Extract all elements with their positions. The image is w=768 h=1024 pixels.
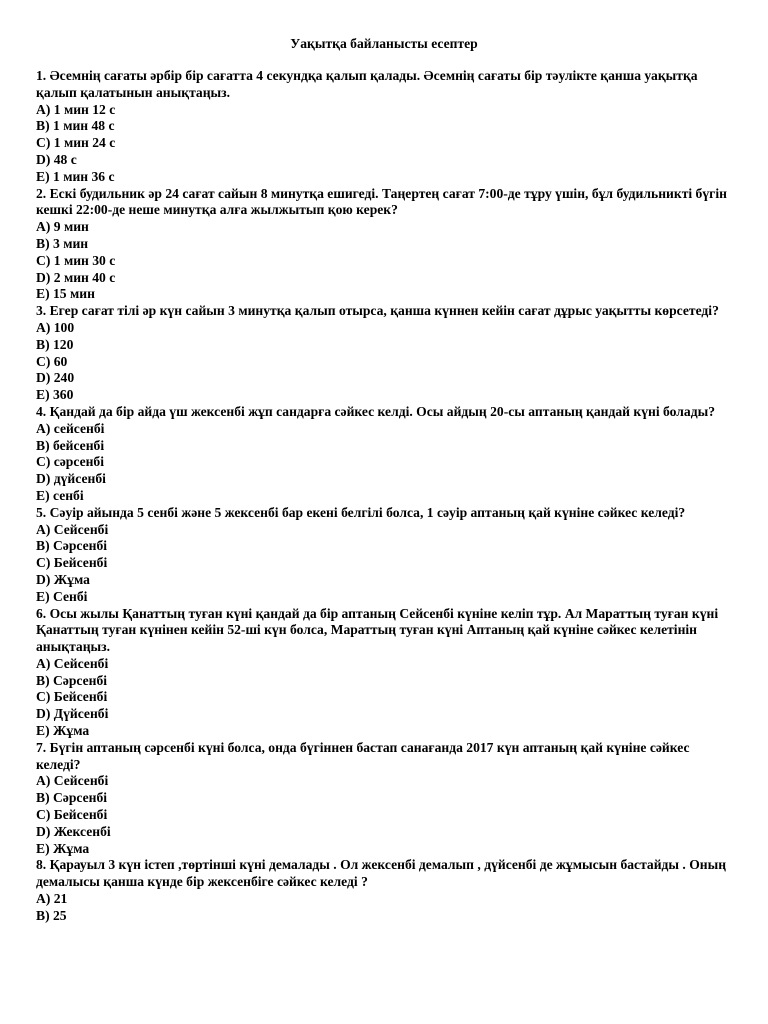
answer-option-a: А) Сейсенбі: [36, 655, 109, 671]
question-7: [36, 740, 736, 858]
answer-option-e: Е) сенбі: [36, 487, 84, 503]
answer-option-e: Е) 15 мин: [36, 286, 95, 302]
answer-option-e: Е) 1 мин 36 с: [36, 168, 115, 184]
question-6: [36, 606, 736, 740]
answer-option-c: С) Бейсенбі: [36, 555, 108, 571]
answer-option-b: В) Сәрсенбі: [36, 538, 108, 554]
answer-option-e: Е) Сенбі: [36, 588, 88, 604]
question-4: [36, 404, 736, 505]
answer-option-c: С) 1 мин 30 с: [36, 252, 116, 268]
answer-option-d: D) Жұма: [36, 571, 90, 587]
answer-option-e: Е) Жұма: [36, 723, 90, 739]
answer-option-a: А) сейсенбі: [36, 420, 105, 436]
answer-option-d: D) Дүйсенбі: [36, 706, 109, 722]
answer-option-b: В) 120: [36, 336, 74, 352]
answer-option-c: С) 60: [36, 353, 68, 369]
question-3: [36, 303, 736, 404]
answer-option-d: D) 240: [36, 370, 75, 386]
answer-option-a: А) Сейсенбі: [36, 521, 109, 537]
answer-option-a: А) 9 мин: [36, 219, 89, 235]
questions-list: [36, 68, 736, 925]
answer-option-a: А) 21: [36, 891, 68, 907]
answer-option-d: D) 2 мин 40 с: [36, 269, 116, 285]
answer-option-c: С) Бейсенбі: [36, 689, 108, 705]
answer-option-e: Е) Жұма: [36, 840, 90, 856]
document-title: Уақытқа байланысты есептер: [290, 36, 478, 51]
question-text: 2. Ескі будильник әр 24 сағат сайын 8 минутқа ешигеді. Таңертең сағат 7:00-де тұру үшін, бұл будильникті бүгін кешкі 22:00-де неше минутқа алға жылжытып қою керек?: [36, 185, 727, 218]
answer-option-a: А) 100: [36, 319, 75, 335]
answer-option-c: С) сәрсенбі: [36, 454, 105, 470]
question-text: 4. Қандай да бір айда үш жексенбі жұп сандарға сәйкес келді. Осы айдың 20-сы аптаның қандай күні болады?: [36, 403, 715, 419]
answer-option-b: В) 3 мин: [36, 235, 89, 251]
answer-option-d: D) дүйсенбі: [36, 471, 106, 487]
answer-option-b: В) 1 мин 48 с: [36, 118, 115, 134]
answer-option-c: С) 1 мин 24 с: [36, 135, 116, 151]
answer-option-b: В) Сәрсенбі: [36, 790, 108, 806]
answer-option-a: А) 1 мин 12 с: [36, 101, 116, 117]
question-text: 6. Осы жылы Қанаттың туған күні қандай да бір аптаның Сейсенбі күніне келіп тұр. Ал Мараттың туған күні Қанаттың туған күнінен кейін 52-ші күн болса, Мараттың туған күні Аптаның қай күніне сәйкес келетінін анықтаңыз.: [36, 605, 719, 655]
answer-option-d: D) 48 с: [36, 151, 77, 167]
question-2: [36, 186, 736, 304]
answer-option-a: А) Сейсенбі: [36, 773, 109, 789]
answer-option-b: В) бейсенбі: [36, 437, 105, 453]
question-text: 7. Бүгін аптаның сәрсенбі күні болса, онда бүгіннен бастап санағанда 2017 күн аптаның қай күніне сәйкес келеді?: [36, 739, 690, 772]
question-1: [36, 68, 736, 186]
answer-option-b: В) 25: [36, 907, 67, 923]
question-text: 1. Әсемнің сағаты әрбір бір сағатта 4 секундқа қалып қалады. Әсемнің сағаты бір тәулікте қанша уақытқа қалып қалатынын анықтаңыз.: [36, 68, 698, 100]
question-text: 5. Сәуір айында 5 сенбі және 5 жексенбі бар екені белгілі болса, 1 сәуір аптаның қай күніне сәйкес келеді?: [36, 504, 686, 520]
answer-option-d: D) Жексенбі: [36, 823, 111, 839]
answer-option-b: В) Сәрсенбі: [36, 672, 108, 688]
answer-option-e: Е) 360: [36, 387, 74, 403]
question-text: 8. Қарауыл 3 күн істеп ,төртінші күні демалады . Ол жексенбі демалып , дүйсенбі де жұмысын бастайды . Оның демалысы қанша күнде бір жексенбіге сәйкес келеді ?: [36, 857, 727, 890]
question-8: [36, 857, 736, 924]
question-5: [36, 505, 736, 606]
question-text: 3. Егер сағат тілі әр күн сайын 3 минутқа қалып отырса, қанша күннен кейін сағат дұрыс уақытты көрсетеді?: [36, 303, 719, 319]
answer-option-c: С) Бейсенбі: [36, 807, 108, 823]
